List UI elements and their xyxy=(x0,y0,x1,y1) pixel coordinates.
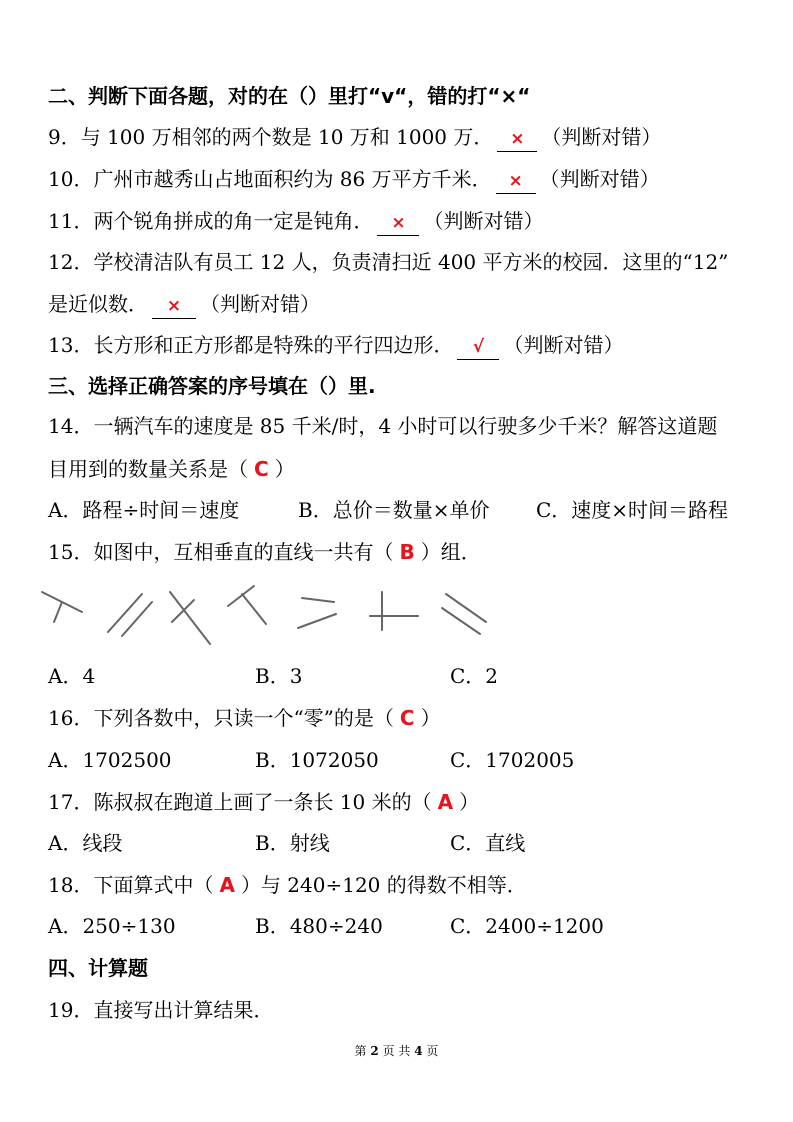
section-2-heading: 二、判断下面各题，对的在（）里打“v“，错的打“×“ xyxy=(48,84,531,108)
line-pair-4 xyxy=(228,586,266,624)
page-footer xyxy=(0,1042,793,1059)
line-pair-5 xyxy=(298,598,336,628)
question-12-line-2 xyxy=(48,290,768,319)
footer-text: 页 共 xyxy=(382,1044,411,1058)
option-b: B．480÷240 xyxy=(255,914,383,938)
question-text: 13．长方形和正方形都是特殊的平行四边形． xyxy=(48,333,454,357)
question-11 xyxy=(48,207,768,236)
question-text: 18．下面算式中（ xyxy=(48,873,214,897)
answer-letter: A xyxy=(437,790,454,814)
option-b: B．1072050 xyxy=(255,748,379,772)
line-pair-6 xyxy=(370,592,418,630)
line-pair-1 xyxy=(42,592,82,622)
question-text: 9．与 100 万相邻的两个数是 10 万和 1000 万． xyxy=(48,125,494,149)
answer-mark: × xyxy=(391,213,406,233)
question-13 xyxy=(48,331,768,360)
judge-suffix: （判断对错） xyxy=(541,125,662,149)
question-text: 15．如图中，互相垂直的直线一共有（ xyxy=(48,540,394,564)
option-b: B．3 xyxy=(255,664,303,688)
answer-letter: B xyxy=(399,540,415,564)
section-4-heading: 四、计算题 xyxy=(48,956,148,980)
perpendicular-lines-figure xyxy=(40,582,500,648)
question-18 xyxy=(48,871,768,899)
option-a: A．4 xyxy=(48,664,96,688)
question-text: 16．下列各数中，只读一个“零”的是（ xyxy=(48,706,394,730)
answer-blank xyxy=(497,125,537,152)
answer-mark: × xyxy=(508,171,523,191)
question-text: 14．一辆汽车的速度是 85 千米/时，4 小时可以行驶多少千米？解答这道题 xyxy=(48,414,718,438)
question-15 xyxy=(48,538,768,566)
option-a: A．250÷130 xyxy=(48,914,176,938)
question-text: 19．直接写出计算结果． xyxy=(48,998,274,1022)
judge-suffix: （判断对错） xyxy=(200,292,320,316)
answer-blank xyxy=(152,292,196,319)
question-text: ）组． xyxy=(420,540,481,564)
answer-letter: C xyxy=(254,457,269,481)
option-c: C．直线 xyxy=(450,831,526,855)
section-3-heading: 三、选择正确答案的序号填在（）里. xyxy=(48,374,376,398)
question-17 xyxy=(48,788,768,816)
question-text: 17．陈叔叔在跑道上画了一条长 10 米的（ xyxy=(48,790,432,814)
option-a: A．线段 xyxy=(48,831,123,855)
question-text: ） xyxy=(459,790,480,814)
option-c: C．速度×时间＝路程 xyxy=(536,498,729,522)
question-14-line-1 xyxy=(48,412,768,440)
question-text: 12．学校清洁队有员工 12 人，负责清扫近 400 平方米的校园．这里的“12” xyxy=(48,250,729,274)
question-14-line-2 xyxy=(48,455,768,483)
judge-suffix: （判断对错） xyxy=(503,333,624,357)
option-c: C．1702005 xyxy=(450,748,575,772)
question-text: ）与 240÷120 的得数不相等． xyxy=(240,873,527,897)
answer-mark: × xyxy=(510,129,525,149)
line-pair-3 xyxy=(170,592,210,644)
answer-mark: × xyxy=(166,296,182,316)
option-b: B．总价＝数量×单价 xyxy=(298,498,490,522)
judge-suffix: （判断对错） xyxy=(539,167,660,191)
option-a: A．路程÷时间＝速度 xyxy=(48,498,240,522)
question-9 xyxy=(48,123,768,152)
question-19 xyxy=(48,996,768,1024)
line-pair-2 xyxy=(108,594,152,636)
option-b: B．射线 xyxy=(255,831,330,855)
question-text: 10．广州市越秀山占地面积约为 86 万平方千米． xyxy=(48,167,492,191)
answer-letter: A xyxy=(219,873,235,897)
answer-letter: C xyxy=(399,706,415,730)
answer-blank xyxy=(377,209,419,236)
judge-suffix: （判断对错） xyxy=(423,209,544,233)
answer-mark: √ xyxy=(472,337,485,357)
answer-blank xyxy=(496,167,536,194)
option-c: C．2 xyxy=(450,664,499,688)
question-text: 目用到的数量关系是（ xyxy=(48,457,248,481)
question-16 xyxy=(48,704,768,732)
footer-text: 第 xyxy=(354,1044,367,1058)
question-text: 是近似数． xyxy=(48,292,148,316)
question-10 xyxy=(48,165,768,194)
option-c: C．2400÷1200 xyxy=(450,914,604,938)
question-text: ） xyxy=(420,706,441,730)
footer-text: 页 xyxy=(426,1044,439,1058)
total-page-number: 4 xyxy=(414,1044,423,1058)
option-a: A．1702500 xyxy=(48,748,172,772)
question-text: ） xyxy=(274,457,295,481)
current-page-number: 2 xyxy=(370,1044,379,1058)
answer-blank xyxy=(457,333,499,360)
line-pair-7 xyxy=(442,594,486,634)
question-12-line-1 xyxy=(48,248,768,276)
question-text: 11．两个锐角拼成的角一定是钝角． xyxy=(48,209,374,233)
